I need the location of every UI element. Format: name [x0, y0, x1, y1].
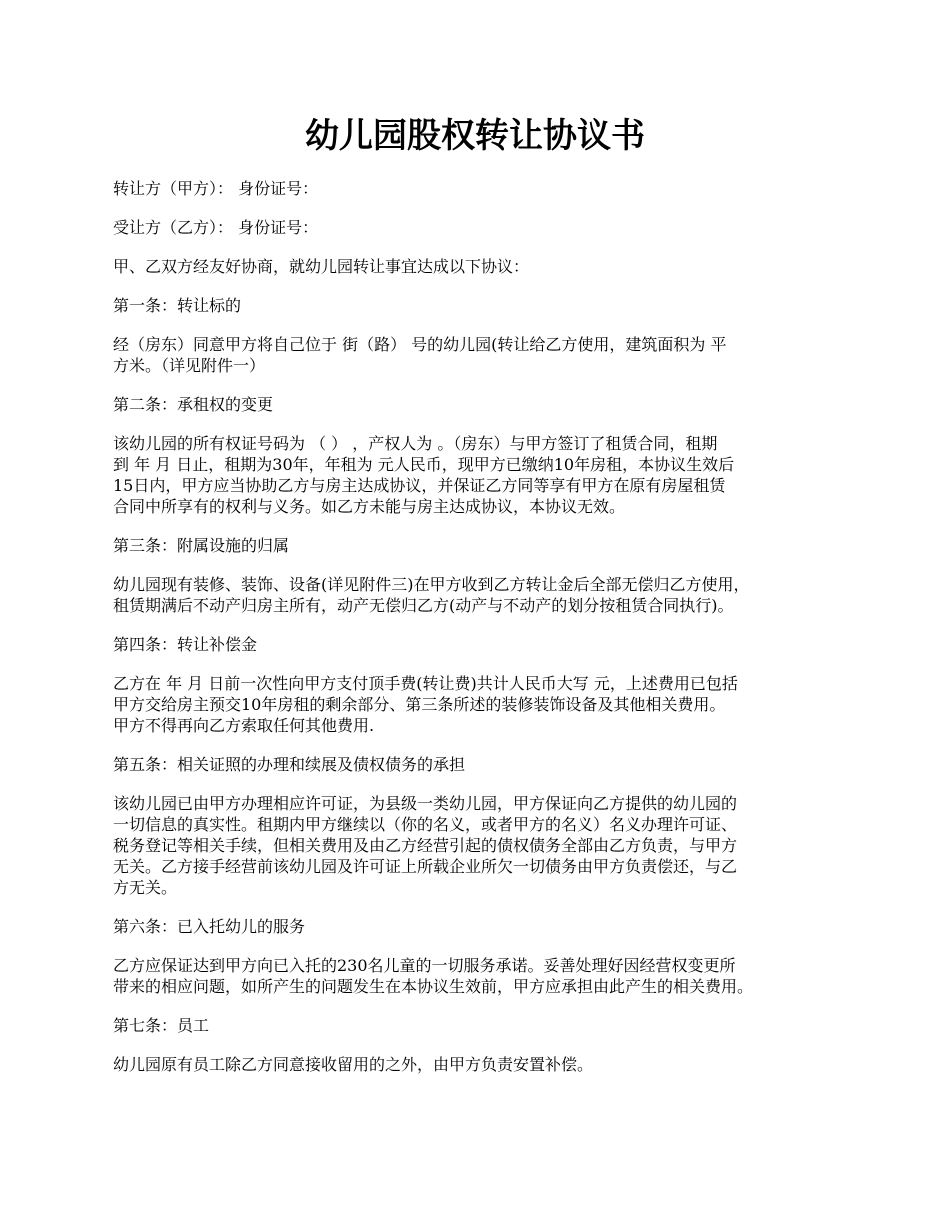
paragraph [113, 574, 841, 616]
paragraph-line: 方米。（详见附件一） [113, 356, 266, 375]
paragraph-line: 转让方（甲方）： 身份证号： [113, 179, 319, 198]
document-title: 幼儿园股权转让协议书 [305, 116, 645, 156]
paragraph-line: 无关。乙方接手经营前该幼儿园及许可证上所载企业所欠一切债务由甲方负责偿还，与乙 [113, 857, 738, 876]
paragraph-line: 该幼儿园已由甲方办理相应许可证，为县级一类幼儿园，甲方保证向乙方提供的幼儿园的 [113, 794, 738, 813]
paragraph-line: 甲方不得再向乙方索取任何其他费用. [113, 716, 375, 735]
document-body [113, 178, 841, 1093]
paragraph [113, 295, 841, 316]
paragraph [113, 955, 841, 997]
paragraph-line: 乙方在 年 月 日前一次性向甲方支付顶手费(转让费)共计人民币大写 元，上述费用已包括 [113, 674, 738, 693]
paragraph-line: 经（房东）同意甲方将自己位于 街（路） 号的幼儿园(转让给乙方使用，建筑面积为 平 [113, 335, 727, 354]
paragraph-line: 税务登记等相关手续，但相关费用及由乙方经营引起的债权债务全部由乙方负责，与甲方 [113, 836, 738, 855]
paragraph-line: 第三条：附属设施的归属 [113, 536, 290, 555]
paragraph [113, 394, 841, 415]
paragraph [113, 535, 841, 556]
paragraph-line: 第二条：承租权的变更 [113, 395, 274, 414]
paragraph [113, 178, 841, 199]
paragraph [113, 1054, 841, 1075]
paragraph [113, 673, 841, 736]
paragraph-line: 第五条：相关证照的办理和续展及债权债务的承担 [113, 755, 466, 774]
paragraph-line: 第六条：已入托幼儿的服务 [113, 917, 306, 936]
paragraph-line: 第一条：转让标的 [113, 296, 242, 315]
paragraph [113, 256, 841, 277]
paragraph-line: 合同中所享有的权利与义务。如乙方未能与房主达成协议，本协议无效。 [113, 497, 626, 516]
paragraph-line: 一切信息的真实性。租期内甲方继续以（你的名义，或者甲方的名义）名义办理许可证、 [113, 815, 738, 834]
paragraph-line: 到 年 月 日止，租期为30年，年租为 元人民币，现甲方已缴纳10年房租，本协议生效后 [113, 455, 735, 474]
paragraph-line: 幼儿园原有员工除乙方同意接收留用的之外，由甲方负责安置补偿。 [113, 1055, 594, 1074]
paragraph-line: 租赁期满后不动产归房主所有，动产无偿归乙方(动产与不动产的划分按租赁合同执行)。 [113, 596, 734, 615]
paragraph-line: 该幼儿园的所有权证号码为 （ ） ，产权人为 。（房东）与甲方签订了租赁合同，租期 [113, 434, 718, 453]
paragraph [113, 634, 841, 655]
paragraph [113, 793, 841, 898]
paragraph-line: 乙方应保证达到甲方向已入托的230名儿童的一切服务承诺。妥善处理好因经营权变更所 [113, 956, 736, 975]
paragraph [113, 916, 841, 937]
paragraph [113, 1015, 841, 1036]
paragraph-line: 第四条：转让补偿金 [113, 635, 258, 654]
paragraph [113, 754, 841, 775]
paragraph-line: 幼儿园现有装修、装饰、设备(详见附件三)在甲方收到乙方转让金后全部无偿归乙方使用， [113, 575, 750, 594]
paragraph [113, 334, 841, 376]
paragraph-line: 甲方交给房主预交10年房租的剩余部分、第三条所述的装修装饰设备及其他相关费用。 [113, 695, 726, 714]
paragraph-line: 带来的相应问题，如所产生的问题发生在本协议生效前，甲方应承担由此产生的相关费用。 [113, 977, 754, 996]
paragraph-line: 15日内，甲方应当协助乙方与房主达成协议，并保证乙方同等享有甲方在原有房屋租赁 [113, 476, 726, 495]
paragraph-line: 第七条：员工 [113, 1016, 210, 1035]
paragraph-line: 甲、乙双方经友好协商，就幼儿园转让事宜达成以下协议： [113, 257, 530, 276]
paragraph [113, 433, 841, 517]
paragraph-line: 受让方（乙方）： 身份证号： [113, 218, 319, 237]
paragraph-line: 方无关。 [113, 878, 178, 897]
paragraph [113, 217, 841, 238]
